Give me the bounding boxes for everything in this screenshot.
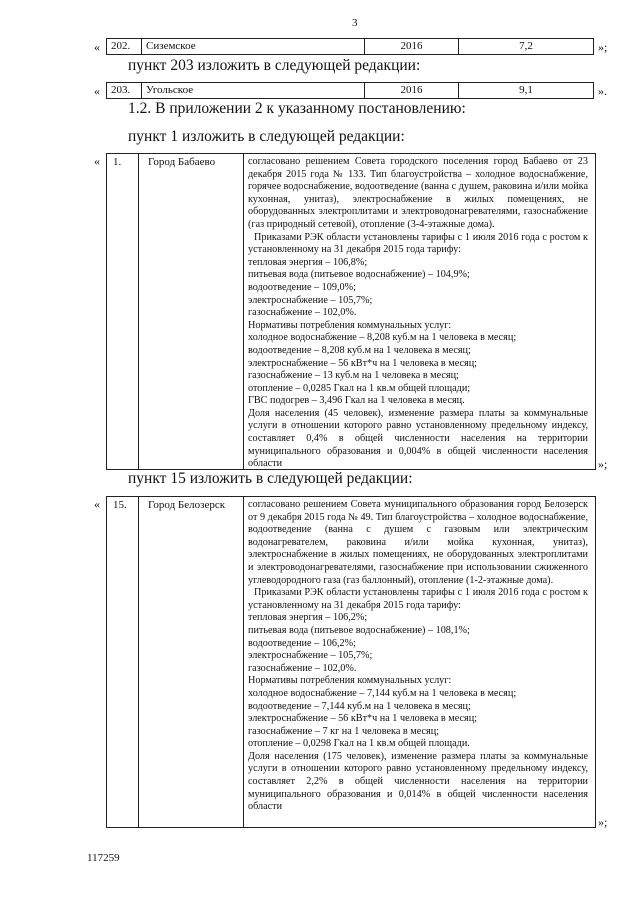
norm-line: водоотведение – 7,144 куб.м на 1 человека в месяц; bbox=[248, 700, 471, 712]
tariff-line: питьевая вода (питьевое водоснабжение) – 108,1%; bbox=[248, 624, 470, 636]
norm-line: ГВС подогрев – 3,496 Гкал на 1 человека в месяц. bbox=[248, 395, 465, 407]
tariff-line: водоотведение – 106,2%; bbox=[248, 637, 356, 649]
heading-point-15: пункт 15 изложить в следующей редакции: bbox=[128, 470, 413, 487]
row-value: 9,1 bbox=[459, 83, 594, 99]
column-divider bbox=[138, 497, 139, 827]
quote-close-entry-1: »; bbox=[598, 457, 608, 471]
norm-line: газоснабжение – 13 куб.м на 1 человека в месяц; bbox=[248, 370, 459, 382]
tariff-line: электроснабжение – 105,7%; bbox=[248, 650, 373, 662]
row-name: Сиземское bbox=[142, 39, 365, 55]
tariff-intro: Приказами РЭК области установлены тарифы с 1 июля 2016 года с ростом к установленному на 31 декабря 2015 года тарифу: bbox=[248, 231, 588, 256]
norm-line: электроснабжение – 56 кВт*ч на 1 человека в месяц; bbox=[248, 713, 477, 725]
norm-line: газоснабжение – 7 кг на 1 человека в месяц; bbox=[248, 725, 439, 737]
quote-open-203: « bbox=[94, 84, 100, 98]
table-row-202 bbox=[106, 38, 594, 55]
column-divider bbox=[138, 154, 139, 469]
population-share: Доля населения (45 человек), изменение размера платы за коммунальные услуги в отношении которого равно установленному предельному индексу, составляет 0,4% в общей численности населения на территории муниципального образования и 0,004% в общей численности населения области bbox=[248, 407, 588, 470]
quote-close-202: »; bbox=[598, 40, 608, 54]
page-number: 3 bbox=[352, 17, 358, 29]
row-value: 7,2 bbox=[459, 39, 594, 55]
approval-paragraph: согласовано решением Совета городского поселения город Бабаево от 23 декабря 2015 года № 133. Тип благоустройства – холодное водоснабжение, горячее водоснабжение, водоотведение (ванна с душем, раковина и/или мойка кухонная, унитаз), электроснабжение в жилых помещениях, не оборудованных электроплитами и электроводонагревателями, газоснабжение (газ природный сетевой), отопление (3-4-этажные дома). bbox=[248, 156, 588, 230]
norm-line: холодное водоснабжение – 8,208 куб.м на 1 человека в месяц; bbox=[248, 332, 517, 344]
tariff-line: газоснабжение – 102,0%. bbox=[248, 307, 357, 319]
column-divider bbox=[243, 497, 244, 827]
entry-number: 1. bbox=[113, 156, 122, 168]
heading-section-1-2: 1.2. В приложении 2 к указанному постановлению: bbox=[128, 100, 466, 117]
approval-paragraph: согласовано решением Совета муниципального образования город Белозерск от 9 декабря 2015 года № 49. Тип благоустройства – холодное водоснабжение, водоотведение (ванна с душем с газовым или электрическим водонагревателем, раковина и/или мойка кухонная, унитаз), электроснабжение в жилых помещениях, не оборудованных электроплитами и электроводонагревателями, газоснабжение при использовании сжиженного углеводородного газа (газ баллонный), отопление (1-2-этажные дома). bbox=[248, 499, 588, 586]
entry-1-table bbox=[106, 153, 596, 470]
row-year: 2016 bbox=[365, 83, 459, 99]
norms-heading: Нормативы потребления коммунальных услуг: bbox=[248, 675, 452, 687]
row-number: 202. bbox=[107, 39, 142, 55]
population-share: Доля населения (175 человек), изменение размера платы за коммунальные услуги в отношении которого равно установленному предельному индексу, составляет 2,2% в общей численности населения на территории муниципального образования и 0,014% в общей численности населения области bbox=[248, 750, 588, 813]
entry-name: Город Бабаево bbox=[148, 156, 216, 168]
tariff-line: водоотведение – 109,0%; bbox=[248, 281, 356, 293]
norms-heading: Нормативы потребления коммунальных услуг: bbox=[248, 319, 452, 331]
row-number: 203. bbox=[107, 83, 142, 99]
table-row-203 bbox=[106, 82, 594, 99]
norm-line: электроснабжение – 56 кВт*ч на 1 человека в месяц; bbox=[248, 357, 477, 369]
column-divider bbox=[243, 154, 244, 469]
entry-15-table bbox=[106, 496, 596, 828]
entry-description bbox=[248, 156, 588, 471]
norm-line: холодное водоснабжение – 7,144 куб.м на 1 человека в месяц; bbox=[248, 687, 517, 699]
entry-name: Город Белозерск bbox=[148, 499, 226, 511]
tariff-line: питьевая вода (питьевое водоснабжение) – 104,9%; bbox=[248, 269, 470, 281]
norm-line: отопление – 0,0285 Гкал на 1 кв.м общей площади; bbox=[248, 382, 471, 394]
entry-number: 15. bbox=[113, 499, 127, 511]
tariff-intro: Приказами РЭК области установлены тарифы с 1 июля 2016 года с ростом к установленному на 31 декабря 2015 года тарифу: bbox=[248, 587, 588, 611]
entry-description bbox=[248, 499, 588, 814]
tariff-line: газоснабжение – 102,0%. bbox=[248, 662, 357, 674]
heading-point-203: пункт 203 изложить в следующей редакции: bbox=[128, 57, 421, 74]
row-name: Угольское bbox=[142, 83, 365, 99]
tariff-line: электроснабжение – 105,7%; bbox=[248, 294, 373, 306]
heading-point-1: пункт 1 изложить в следующей редакции: bbox=[128, 128, 405, 145]
norm-line: отопление – 0,0298 Гкал на 1 кв.м общей площади. bbox=[248, 738, 470, 750]
quote-open-entry-15: « bbox=[94, 497, 100, 511]
quote-open-202: « bbox=[94, 40, 100, 54]
tariff-line: тепловая энергия – 106,8%; bbox=[248, 256, 368, 268]
quote-open-entry-1: « bbox=[94, 154, 100, 168]
norm-line: водоотведение – 8,208 куб.м на 1 человека в месяц; bbox=[248, 344, 471, 356]
row-year: 2016 bbox=[365, 39, 459, 55]
document-code: 117259 bbox=[87, 852, 120, 864]
quote-close-203: ». bbox=[598, 84, 607, 98]
quote-close-entry-15: »; bbox=[598, 815, 608, 829]
tariff-line: тепловая энергия – 106,2%; bbox=[248, 612, 368, 624]
